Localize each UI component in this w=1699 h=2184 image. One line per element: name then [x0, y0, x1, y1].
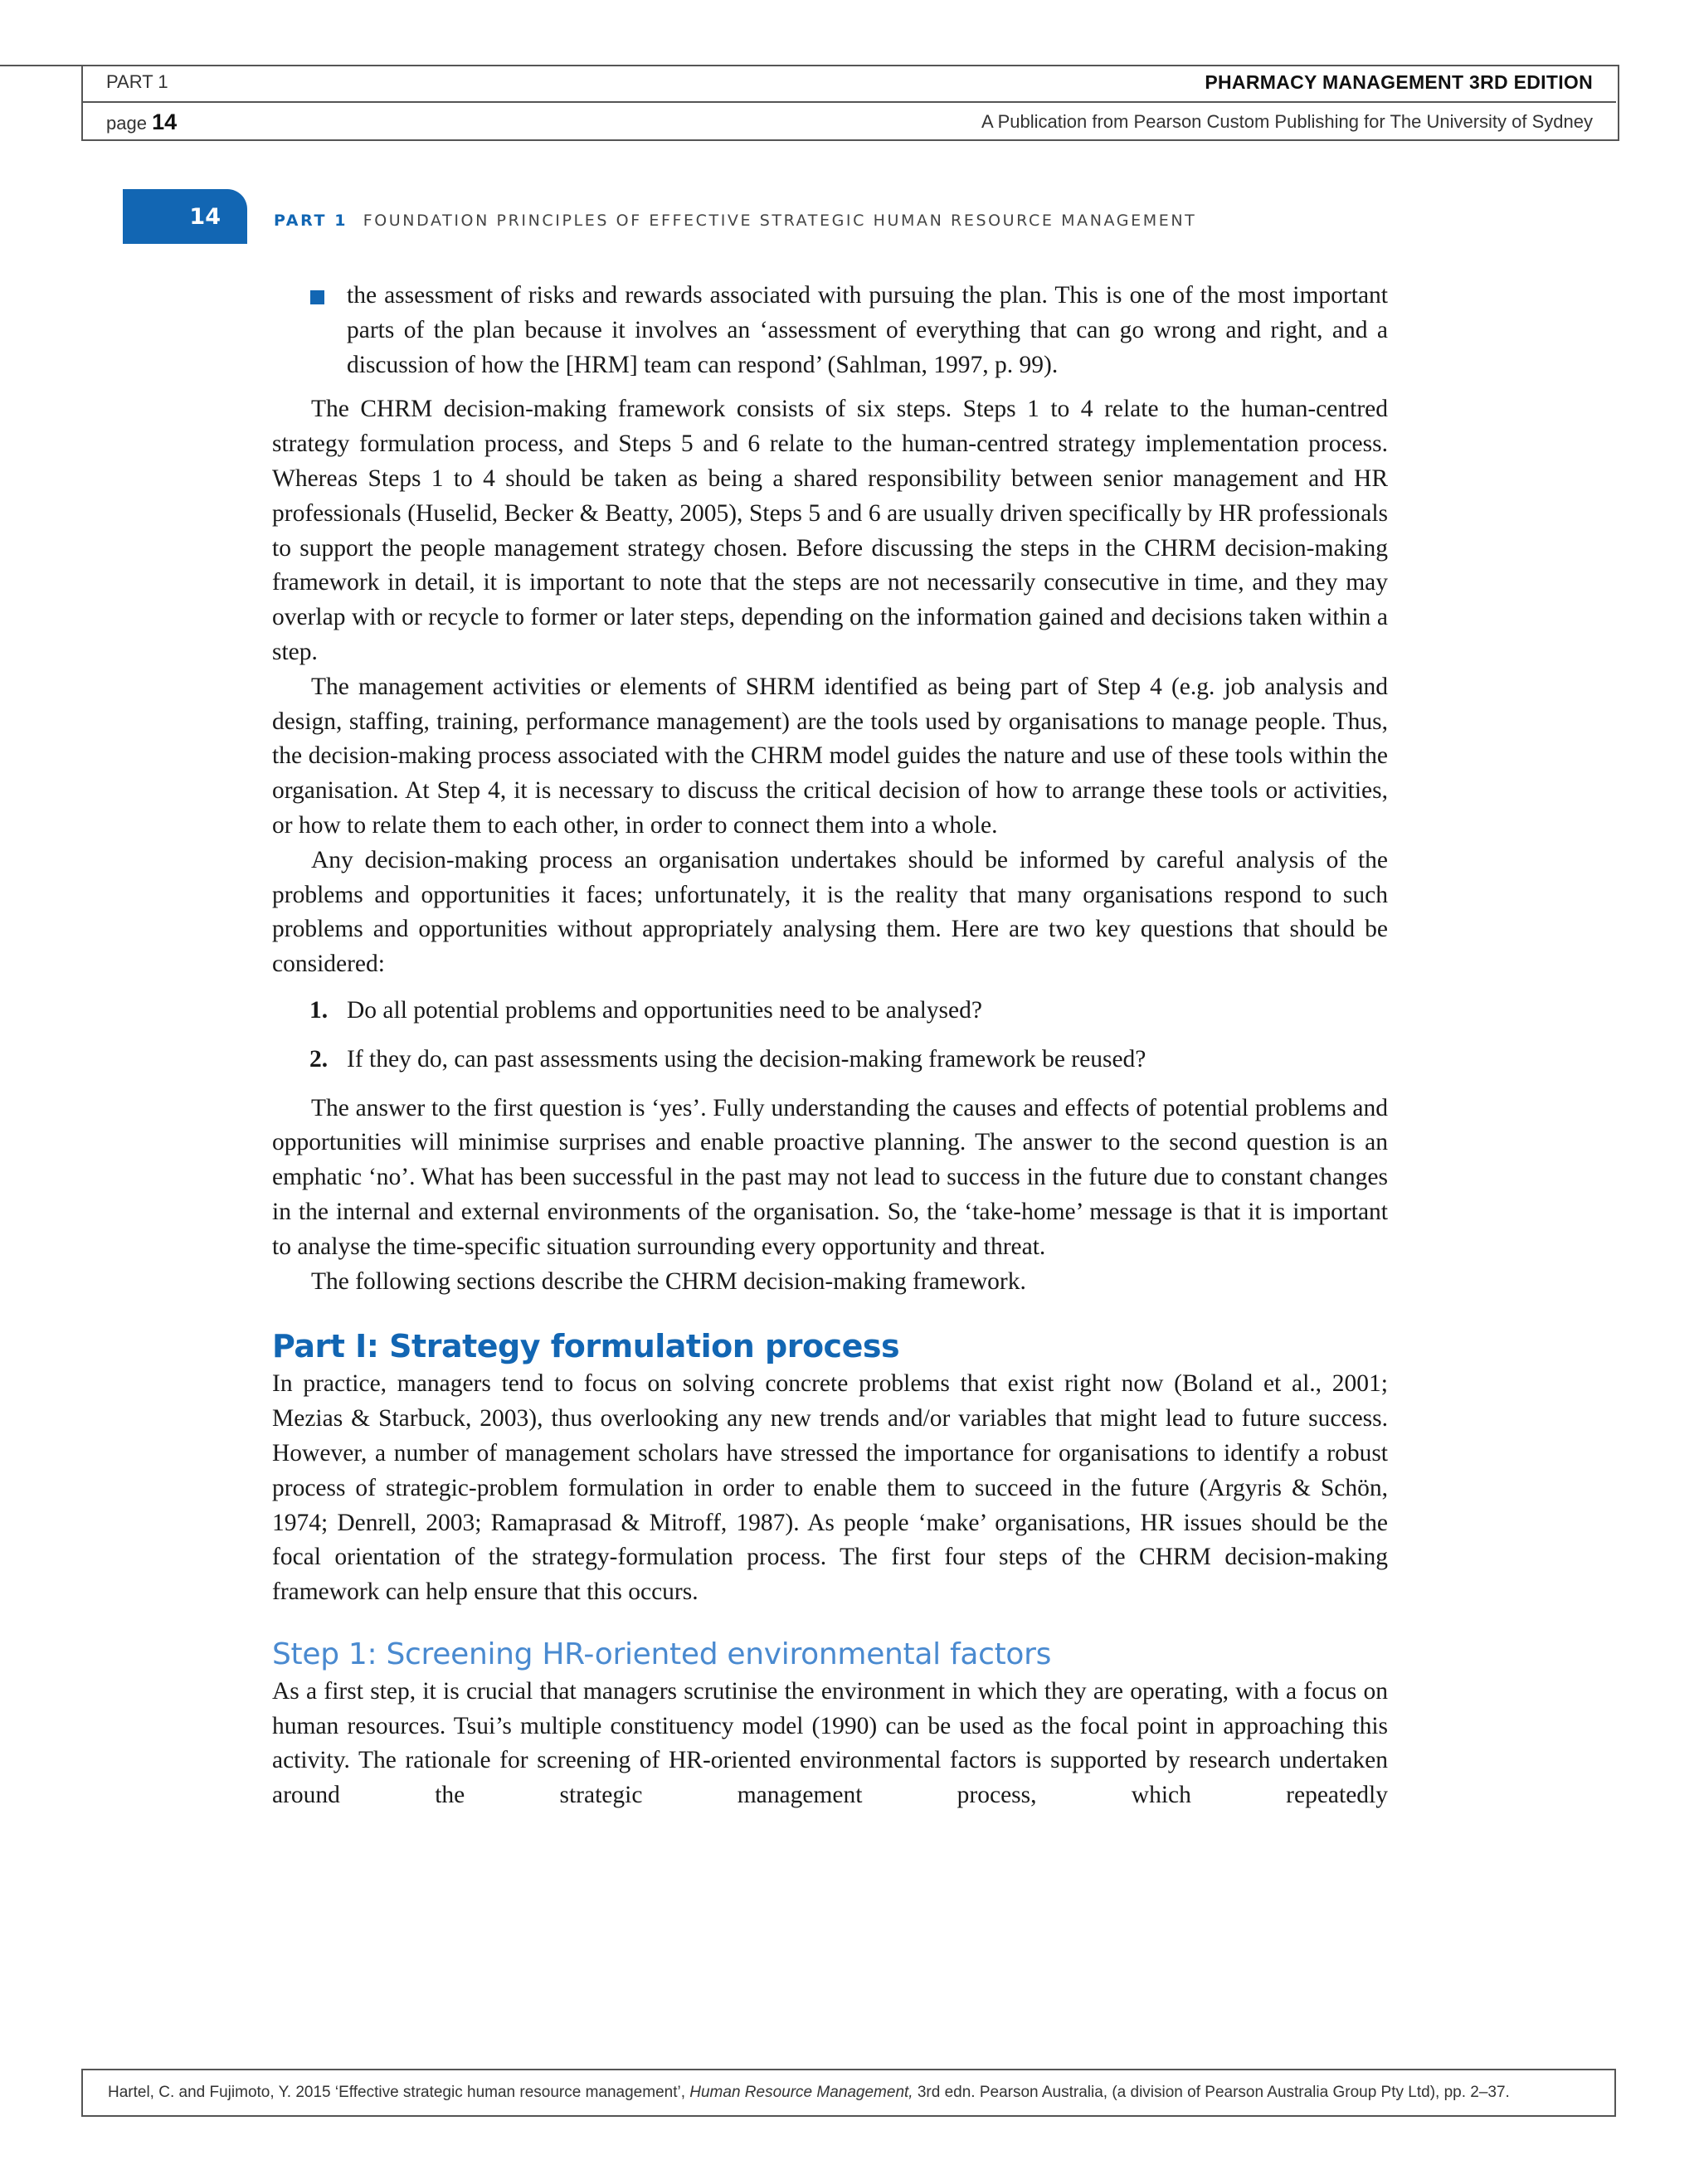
- question-item: [272, 1043, 1388, 1077]
- main-content: [272, 279, 1388, 1813]
- citation-end: 3rd edn. Pearson Australia, (a division of Pearson Australia Group Pty Ltd), pp. 2–37.: [917, 2084, 1510, 2101]
- header-page-number: 14: [152, 109, 178, 134]
- paragraph-7: As a first step, it is crucial that managers scrutinise the environment in which they are operating, with a focus on human resources. Tsui’s multiple constituency model (1990) can be used as the focal point in approaching this activity. The rationale for screening of HR-oriented environmental factors is supported by research undertaken around the strategic management process, which repeatedly: [272, 1677, 1388, 1809]
- bullet-text: the assessment of risks and rewards associated with pursuing the plan. This is one of the most important parts of the plan because it involves an ‘assessment of everything that can go wrong and right, and a discussion of how the [HRM] team can respond’ (Sahlman, 1997, p. 99).: [347, 282, 1388, 378]
- square-bullet-icon: [310, 290, 324, 304]
- running-head: [274, 212, 1196, 230]
- paragraph-1: The CHRM decision-making framework consists of six steps. Steps 1 to 4 relate to the human-centred strategy formulation process, and Steps 5 and 6 relate to the human-centred strategy implementation process. Whereas Steps 1 to 4 should be taken as being a shared responsibility between senior management and HR professionals (Huselid, Becker & Beatty, 2005), Steps 5 and 6 are usually driven specifically by HR professionals to support the people management strategy chosen. Before discussing the steps in the CHRM decision-making framework in detail, it is important to note that the steps are not necessarily consecutive in time, and they may overlap with or recycle to former or later steps, depending on the information gained and decisions taken within a step.: [272, 396, 1388, 665]
- paragraph-5: The following sections describe the CHRM decision-making framework.: [311, 1267, 1026, 1295]
- question-item: [272, 994, 1388, 1029]
- running-head-title: FOUNDATION PRINCIPLES OF EFFECTIVE STRATEGIC HUMAN RESOURCE MANAGEMENT: [363, 212, 1197, 230]
- running-head-part: PART 1: [274, 212, 348, 230]
- paragraph-6: In practice, managers tend to focus on solving concrete problems that exist right now (Boland et al., 2001; Mezias & Starbuck, 2003), thus overlooking any new trends and/or variables that might lead to future success. However, a number of management scholars have stressed the importance for organisations to identify a robust process of strategic-problem formulation in order to enable them to succeed in the future (Argyris & Schön, 1974; Denrell, 2003; Ramaprasad & Mitroff, 1987). As people ‘make’ organisations, HR issues should be the focal orientation of the strategy-formulation process. The first four steps of the CHRM decision-making framework can help ensure that this occurs.: [272, 1370, 1388, 1606]
- paragraph-2: The management activities or elements of SHRM identified as being part of Step 4 (e.g. job analysis and design, staffing, training, performance management) are the tools used by organisations to manage people. Thus, the decision-making process associated with the CHRM model guides the nature and use of these tools within the organisation. At Step 4, it is necessary to discuss the critical decision of how to arrange these tools or activities, or how to relate them to each other, in order to connect them into a whole.: [272, 673, 1388, 839]
- question-list: [272, 994, 1388, 1077]
- question-number: 2.: [309, 1045, 329, 1073]
- header-part-label: PART 1: [106, 71, 168, 92]
- tab-page-number: 14: [189, 203, 221, 230]
- step-heading: Step 1: Screening HR-oriented environmental factors: [272, 1637, 1052, 1671]
- question-text: Do all potential problems and opportunities need to be analysed?: [347, 996, 982, 1024]
- citation-title: Human Resource Management,: [689, 2084, 913, 2101]
- publication-line: A Publication from Pearson Custom Publishing for The University of Sydney: [981, 111, 1593, 132]
- part-heading: Part I: Strategy formulation process: [272, 1328, 900, 1365]
- question-number: 1.: [309, 996, 329, 1024]
- page-prefix: page: [106, 113, 147, 134]
- paragraph-3: Any decision-making process an organisation undertakes should be informed by careful analysis of the problems and opportunities it faces; unfortunately, it is the reality that many organisations respond to such problems and opportunities without appropriately analysing them. Here are two key questions that should be considered:: [272, 846, 1388, 978]
- page-number-tab: [123, 189, 247, 244]
- book-title: PHARMACY MANAGEMENT 3RD EDITION: [1205, 71, 1593, 93]
- citation-start: Hartel, C. and Fujimoto, Y. 2015 ‘Effective strategic human resource management’,: [108, 2084, 685, 2101]
- header-divider: [81, 101, 1616, 103]
- bullet-item: [272, 279, 1388, 382]
- header-page-label: [106, 109, 177, 135]
- question-text: If they do, can past assessments using the decision-making framework be reused?: [347, 1045, 1146, 1073]
- paragraph-4: The answer to the first question is ‘yes’. Fully understanding the causes and effects of potential problems and opportunities will minimise surprises and enable proactive planning. The answer to the second question is an emphatic ‘no’. What has been successful in the past may not lead to success in the future due to constant changes in the internal and external environments of the organisation. So, the ‘take-home’ message is that it is important to analyse the time-specific situation surrounding every opportunity and threat.: [272, 1094, 1388, 1260]
- citation-footer: [81, 2069, 1616, 2117]
